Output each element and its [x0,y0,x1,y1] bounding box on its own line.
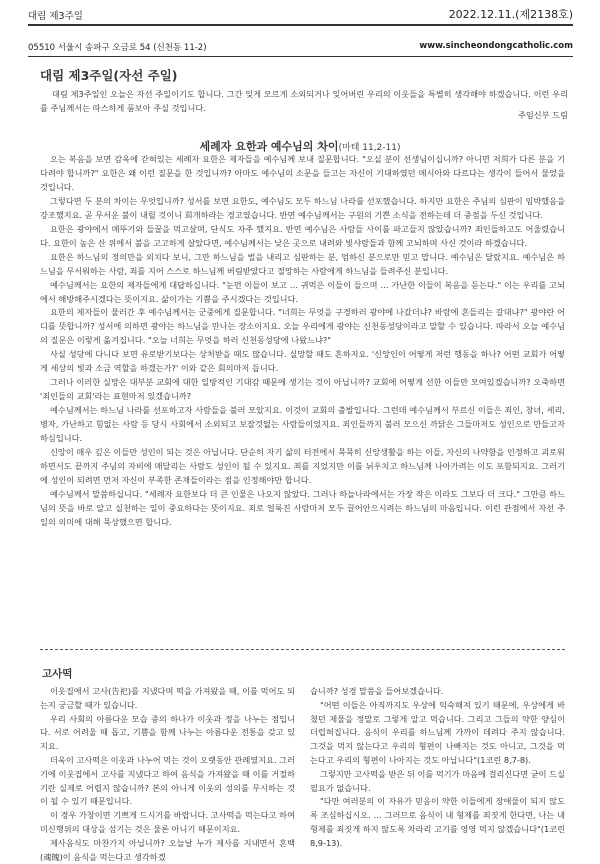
church-website-link[interactable]: www.sincheondongcatholic.com [419,41,573,51]
homily-title: 세례자 요한과 예수님의 차이 [199,140,339,153]
essay-quote: "어떤 이들은 아직까지도 우상에 익숙해져 있기 때문에, 우상에게 바쳤던 제물을 정말로 그렇게 알고 먹습니다. 그리고 그들의 약한 양심이 더럽혀집니다. 음식이 우리를 하느님께 가까이 데려다 주지 않습니다. 그것을 먹지 않는다고 우리의 형편이 나빠지는 것도 아니고, 그것을 먹는다고 우리의 형편이 나아지는 것도 아닙니다"(1코린 8,7-8). [310,699,565,765]
homily-paragraph: 오는 복음을 보면 감옥에 갇혀있는 세례자 요한은 제자들을 예수님께 보내 질문합니다. "오실 분이 선생님이십니까? 아니면 저희가 다른 분을 기다려야 합니까?" 요한은 왜 이런 질문을 한 것입니까? 아마도 예수님의 소문을 들고는 자신이 기대하였던 메시아와 다르다는 생각이 들어서 물었을 것입니다. [40,154,565,192]
essay-paragraph: 이 경우 가창이면 기쁘게 드시기를 바랍니다. 고사떡을 먹는다고 하여 미신행위의 대상을 섬기는 것은 물론 아니기 때문이지요. [40,810,295,834]
homily-paragraph: 신앙이 매우 깊은 이들만 성인이 되는 것은 아닙니다. 단순히 자기 삶의 터전에서 묵묵히 신앙생활을 하는 이들, 자신의 나약함을 인정하고 괴로워하면서도 끝까지 주님의 자비에 매달리는 사람도 성인이 될 수 있지요. 죄를 지었지만 이를 뉘우치고 하느님께 나아가려는 이도 포함되지요. 그러기에 성인이 되려면 먼저 자신이 부족한 존재들이라는 점을 인정해야만 합니다. [40,447,565,485]
homily-paragraph: 그렇다면 두 분의 차이는 무엇입니까? 성서를 보면 요한도, 예수님도 모두 하느님 나라를 선포했습니다. 하지만 요한은 주님의 심판이 임박했음을 강조했지요. 곧 무서운 불이 내릴 것이니 회개하라는 경고였습니다. 반면 예수님께서는 구원의 기쁜 소식을 전하는데 더 중점을 두신 것입니다. [40,195,565,220]
homily-paragraph: 예수님께서는 요한의 제자들에게 대답하십니다. "눈먼 이들이 보고 … 귀먹은 이들이 들으며 … 가난한 이들이 복음을 듣는다." 이는 우리를 고뇌에서 해방해주시겠다는 뜻이지요. 삶이가는 기쁨을 주시겠다는 것입니다. [40,279,565,304]
intro-paragraph: 대림 제3주일인 오늘은 자선 주일이기도 합니다. 그간 잊게 모르게 소외되거나 잊어버린 우리의 이웃들을 특별히 생각해야 하겠습니다. 이런 우리를 주님께서는 따스하게 품보아 주실 것입니다. [40,89,568,113]
header-date-issue: 2022.12.11.(제2138호) [448,8,573,21]
essay-paragraph: 그렇지만 고사떡을 받은 뒤 이를 먹기가 마음에 걸리신다면 굳이 드실 필요가 없습니다. [310,768,565,793]
essay-column-left [40,685,295,864]
homily-paragraph: 그러나 이러한 실망은 대부분 교회에 대한 일방적인 기대감 때문에 생기는 것이 아닙니까? 교회에 어떻게 선한 이들만 모여있겠습니까? 오죽하면 '죄인들의 교회'라는 표현마저 있겠습니까? [40,377,565,402]
address-divider [28,56,573,57]
pastor-signature: 주임신부 드림 [517,110,568,120]
church-address: 05510 서울시 송파구 오금로 54 (신천동 11-2) [28,43,207,53]
section-divider [40,649,565,650]
essay-paragraph: 습니까? 성경 말씀을 들어보겠습니다. [310,686,444,696]
homily-paragraph: 예수님께서 말씀하십니다. "세례자 요한보다 더 큰 인물은 나오지 않았다. 그러나 하늘나라에서는 가장 작은 이라도 그보다 더 크다." 그만큼 하느님의 뜻을 바로 알고 실천하는 일이 중요하다는 뜻이지요. 죄로 얼룩진 사람마저 모두 끌어안으시려는 하느님의 마음입니다. 이런 관점에서 자선 주일의 의미에 대해 묵상했으면 합니다. [40,488,565,527]
homily-paragraph: 요한은 광야에서 메뚜기와 들꿀을 먹고살며, 단식도 자주 했지요. 반면 예수님은 사람들 사이를 파고들지 않았습니까? 죄인들하고도 어울렸습니다. 요한이 높은 산 위에서 불을 고고하게 살았다면, 예수님께서는 낮은 곳으로 내려와 빛샤람들과 함께 고뇌하며 사신 것이라 하겠습니다. [40,223,565,248]
homily-paragraph: 요한은 하느님의 정의만을 외치다 보니, 그만 하느님을 벌을 내리고 심판하는 분, 엄하신 분으로만 믿고 맙니다. 예수님은 달랐지요. 예수님은 하느님을 무서워하는 사람, 죄를 지어 스스로 하느님께 버림받았다고 절망하는 사람에게 하느님을 들려주신 분입니다. [40,251,565,276]
homily-body [40,153,565,530]
essay-paragraph: 제사음식도 마찬가지 아닙니까? 오늘날 누가 제사를 지내면서 혼백(魂魄)이 음식을 먹는다고 생각하겠 [40,837,295,862]
header-week-title: 대림 제3주일 [28,11,83,22]
page-title: 대림 제3주일(자선 주일) [40,68,178,83]
homily-heading [0,135,600,154]
essay-column-right [310,685,565,851]
essay-title: 고사떡 [42,668,73,680]
homily-paragraph: 예수님께서는 하느님 나라를 선포하고자 사람들을 불러 모았지요. 이것이 교회의 출발입니다. 그런데 예수님께서 부르신 이들은 죄인, 창녀, 세리, 병자, 가난하고 힘없는 사람 등 당시 사회에서 소외되고 보잘것없는 사람들이었지요. 죄인들까지 불러 모으신 까닭은 그들마저도 성인으로 만들고자 하심입니다. [40,405,565,444]
essay-paragraph: 우리 사회의 아름다운 모습 중의 하나가 이웃과 정을 나누는 점입니다. 서로 어려울 때 돕고, 기쁨을 함께 나누는 아름다운 전통을 갖고 있지요. [40,713,295,752]
essay-quote: "다만 여러분의 이 자유가 믿음이 약한 이들에게 장애물이 되지 않도록 조심하십시오. … 그러므로 음식이 내 형제를 죄짓게 한다면, 나는 내 형제를 죄짓게 하지 않도록 차라리 고기를 영영 먹지 않겠습니다"(1코린 8,9-13). [310,796,565,848]
issue-header [28,6,573,22]
homily-paragraph: 요한의 제자들이 물러간 후 예수님께서는 군중에게 질문합니다. "너희는 무엇을 구경하러 광야에 나갔더냐? 바람에 흔들리는 갈대냐?" 광야란 어디를 뜻합니까? 성서에 의하면 광야는 하느님을 만나는 장소이지요. 오늘 우리에게 광야는 신천동성당이라고 말할 수 있습니다. 따라서 오늘 예수님의 질문은 이렇게 옮겨집니다. "오늘 너희는 무엇을 하러 신천동성당에 나왔느냐?" [40,307,565,346]
homily-paragraph: 사실 성당에 다니다 보면 유로받기보다는 상처받을 때도 많습니다. 실망할 때도 흔하지요. '신앙인이 어떻게 저런 행동을 하나? 어떤 교회가 어떻게 세상의 빛과 소금 역할을 하겠는가?' 이와 같은 회의마저 듭니다. [40,349,565,374]
header-divider [28,24,573,26]
address-bar [28,41,573,53]
homily-scripture-reference: (마태 11,2-11) [338,143,401,153]
intro-text [40,88,568,116]
essay-paragraph: 이웃집에서 고사(告祀)를 지냈다며 떡을 가져왔을 때, 이를 먹어도 되는지 궁금할 때가 있습니다. [40,686,295,710]
essay-paragraph: 더욱이 고사떡은 이웃과 나누어 먹는 것이 오랫동안 관례였지요. 그러기에 이웃집에서 고사를 지냈다고 하여 음식을 가져왔을 때 이를 거절하기란 실제로 어렵지 않습니까? 본의 아니게 이웃의 성의를 무시하는 것이 될 수 있기 때문입니다. [40,754,295,807]
